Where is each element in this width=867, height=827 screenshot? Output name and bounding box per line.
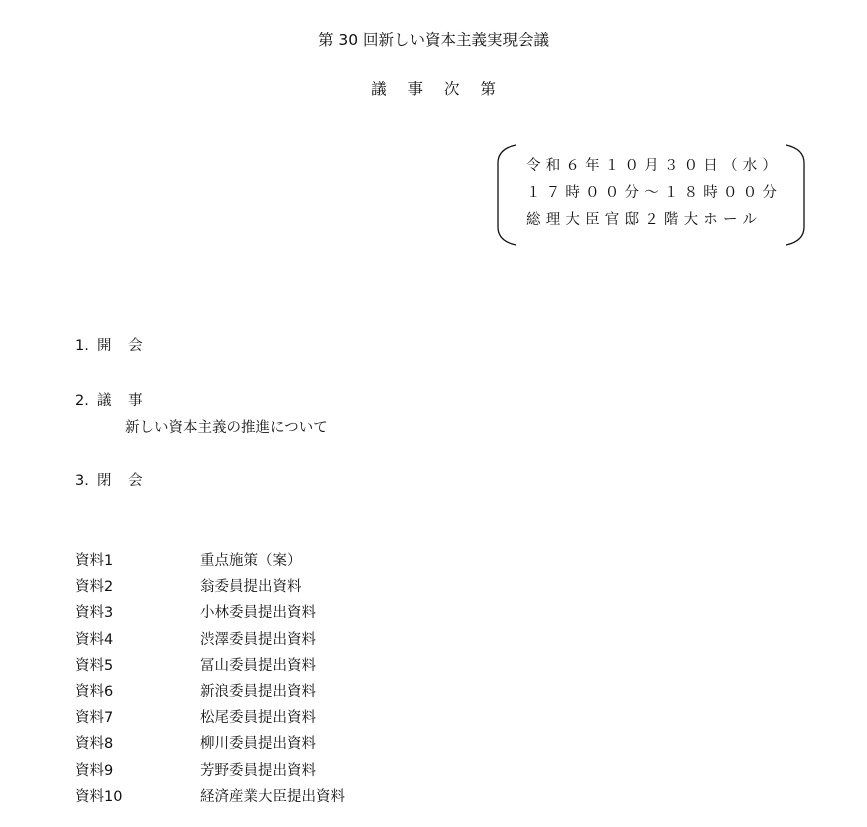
material-title: 冨山委員提出資料 bbox=[200, 657, 316, 674]
agenda-detail: 新しい資本主義の推進について bbox=[125, 420, 328, 436]
material-id: 資料10 bbox=[75, 788, 123, 805]
agenda-item-proceedings bbox=[75, 389, 328, 437]
material-row bbox=[75, 731, 345, 757]
agenda-item-close bbox=[75, 469, 149, 490]
material-row bbox=[75, 627, 345, 653]
right-bracket bbox=[782, 143, 806, 247]
document-subtitle: 議 事 次 第 bbox=[371, 80, 504, 98]
material-row bbox=[75, 653, 345, 679]
material-row bbox=[75, 705, 345, 731]
material-row bbox=[75, 548, 345, 574]
material-id: 資料1 bbox=[75, 553, 114, 569]
agenda-number: 2. bbox=[75, 393, 89, 409]
left-bracket bbox=[496, 143, 520, 247]
material-row bbox=[75, 574, 345, 600]
material-row bbox=[75, 679, 345, 705]
material-id: 資料4 bbox=[75, 631, 114, 648]
meeting-place: 総理大臣官邸２階大ホール bbox=[526, 212, 763, 228]
material-title: 経済産業大臣提出資料 bbox=[200, 788, 345, 805]
material-id: 資料6 bbox=[75, 683, 114, 700]
material-row bbox=[75, 600, 345, 626]
material-id: 資料3 bbox=[75, 605, 114, 622]
material-id: 資料2 bbox=[75, 579, 114, 596]
material-row bbox=[75, 758, 345, 784]
material-title: 芳野委員提出資料 bbox=[200, 762, 316, 779]
material-title: 柳川委員提出資料 bbox=[200, 736, 316, 753]
meeting-info-lines bbox=[526, 153, 782, 234]
document-title: 第 30 回新しい資本主義実現会議 bbox=[317, 31, 550, 49]
meeting-date: 令和６年１０月３０日（水） bbox=[526, 158, 783, 174]
material-id: 資料9 bbox=[75, 762, 114, 779]
material-id: 資料5 bbox=[75, 657, 114, 674]
material-title: 松尾委員提出資料 bbox=[200, 710, 316, 727]
material-title: 重点施策（案） bbox=[200, 553, 302, 569]
material-title: 渋澤委員提出資料 bbox=[200, 631, 316, 648]
material-title: 小林委員提出資料 bbox=[200, 605, 316, 622]
agenda-item-open bbox=[75, 334, 149, 355]
material-id: 資料7 bbox=[75, 710, 114, 727]
meeting-info-box bbox=[496, 143, 806, 247]
material-row bbox=[75, 784, 345, 810]
material-title: 新浪委員提出資料 bbox=[200, 683, 316, 700]
agenda-number: 3. bbox=[75, 473, 89, 489]
agenda-label: 議 事 bbox=[97, 393, 149, 409]
material-title: 翁委員提出資料 bbox=[200, 579, 302, 596]
agenda-label: 開 会 bbox=[97, 338, 149, 354]
agenda-label: 閉 会 bbox=[97, 473, 149, 489]
material-id: 資料8 bbox=[75, 736, 114, 753]
materials-list bbox=[75, 548, 345, 810]
meeting-time: １７時００分～１８時００分 bbox=[526, 185, 783, 201]
agenda-number: 1. bbox=[75, 338, 89, 354]
